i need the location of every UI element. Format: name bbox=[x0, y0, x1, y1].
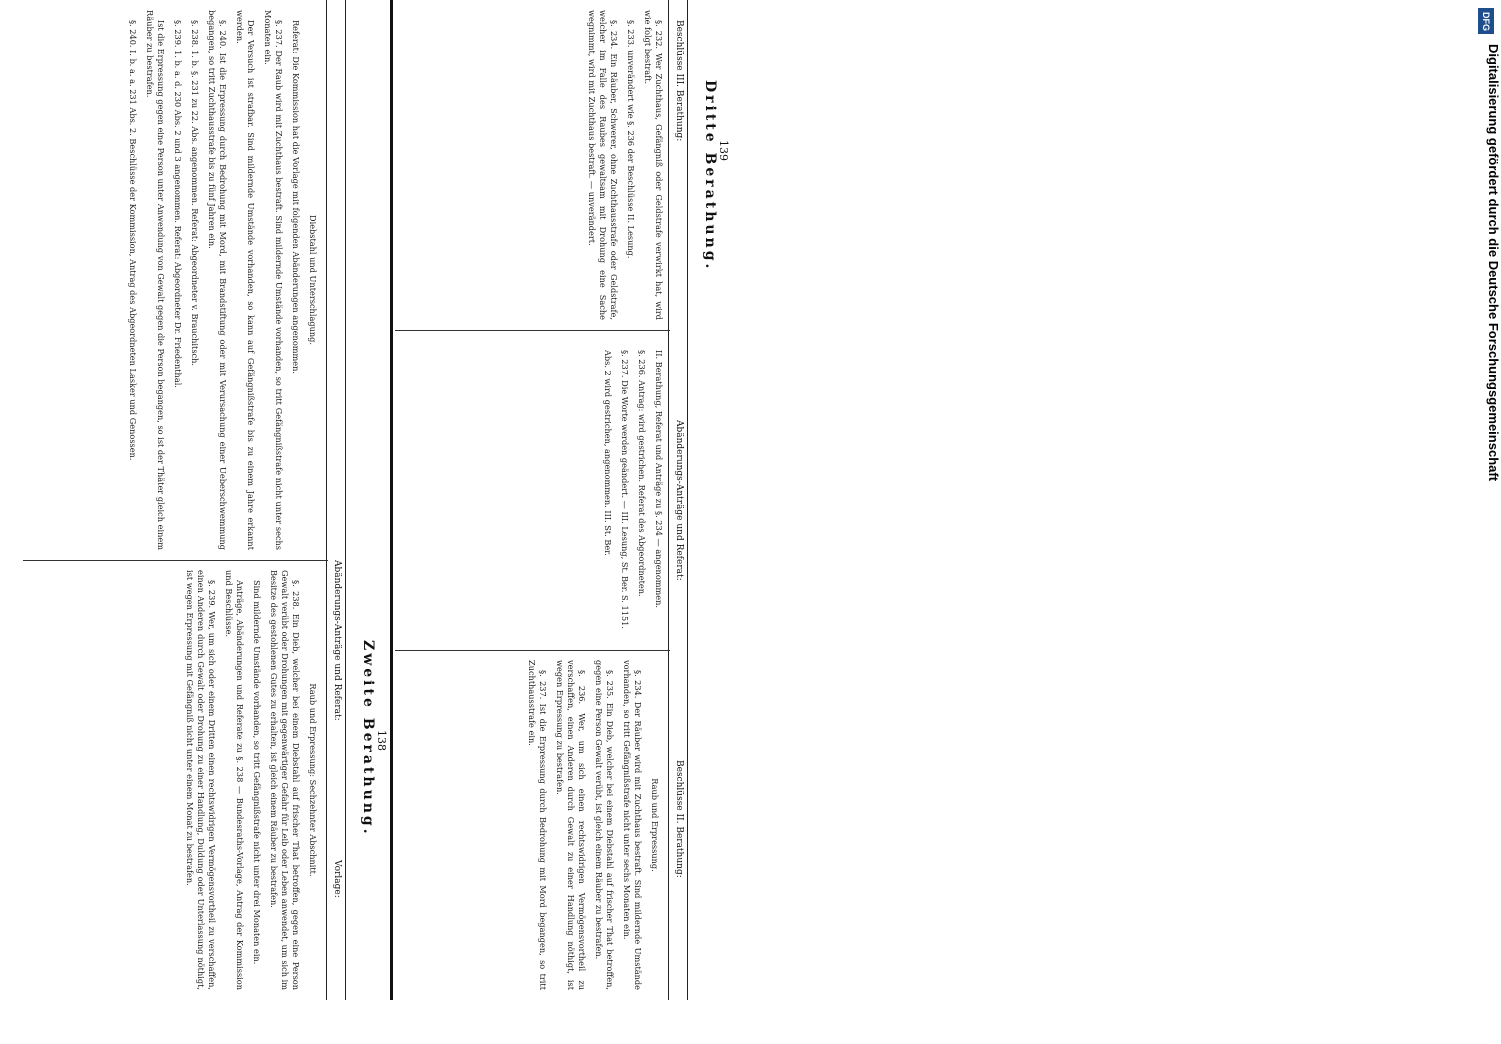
right-beschluss: §. 232. Wer Zuchthaus, Gefängniß oder Geldstrafe verwirkt hat, wird wie folgt bestraft. bbox=[643, 10, 664, 320]
right-referat-column bbox=[396, 340, 664, 640]
left-header-referat: Abänderungs-Anträge und Referat: bbox=[332, 560, 342, 721]
left-header-vorlage: Vorlage: bbox=[332, 860, 342, 898]
left-column-rule bbox=[23, 560, 328, 561]
left-subheading: Diebstahl und Unterschlagung. bbox=[308, 215, 318, 345]
right-header-beschluesse-ii: Beschlüsse II. Berathung: bbox=[674, 760, 684, 878]
right-referat: II. Berathung, Referat und Anträge zu §. 234 — angenommen. bbox=[654, 350, 664, 609]
right-beschluesse-ii-column bbox=[396, 660, 664, 990]
right-header-referat: Abänderungs-Anträge und Referat: bbox=[674, 420, 684, 581]
right-beschluss: §. 234. Ein Räuber, Schwerer, ohne Zuchthausstrafe oder Geldstrafe, welcher im Falle des Raubes gewaltsam mit Drohung eine Sache wegnimmt, wird mit Zuchthaus bestraft. — unverändert. bbox=[587, 10, 619, 320]
right-subheading: Raub und Erpressung. bbox=[650, 778, 660, 872]
right-paragraph: §. 235. Ein Dieb, welcher bei einem Diebstahl auf frischer That betroffen, gegen eine Person Gewalt verübt, ist gleich einem Räuber zu bestrafen. bbox=[594, 660, 615, 990]
left-paragraph: Der Versuch ist strafbar. Sind mildernde Umstände vorhanden, so kann auf Gefängnißstrafe bis zu einem Jahre erkannt werden. bbox=[235, 10, 256, 550]
right-column-header-row bbox=[668, 0, 688, 1000]
right-page-title: Dritte Berathung. bbox=[702, 80, 718, 272]
right-paragraph: §. 237. Ist die Erpressung durch Bedrohung mit Mord begangen, so tritt Zuchthausstrafe ein. bbox=[527, 660, 548, 990]
left-referat: §. 240. I. b. a. a. 231 Abs. 2. Beschlüsse der Kommission, Antrag des Abgeordneten Lasker und Genossen. bbox=[128, 20, 138, 461]
dfg-logo: DFG bbox=[1478, 8, 1494, 34]
right-page-number: 139 bbox=[717, 140, 730, 161]
left-referat: Referat: Die Kommission hat die Vorlage mit folgenden Abänderungen angenommen. bbox=[291, 20, 301, 374]
left-paragraph: §. 239. Wer, um sich oder einem Dritten einen rechtswidrigen Vermögensvortheil zu verschaffen, einen Anderen durch Gewalt oder Drohung zu einer Handlung, Duldung oder Unterlassung nöthigt, ist wegen Erpressung mit Gefängniß nicht unter einem Monat zu bestrafen. bbox=[185, 570, 217, 990]
left-paragraph: Anträge, Abänderungen und Referate zu §. 238 — Bundesraths-Vorlage, Antrag der Kommission und Beschlüsse. bbox=[224, 570, 245, 990]
right-paragraph: §. 234. Der Räuber wird mit Zuchthaus bestraft. Sind mildernde Umstände vorhanden, so tritt Gefängnißstrafe nicht unter sechs Monaten ein. bbox=[622, 660, 643, 990]
left-referat: §. 239. 1. b. a. d. 230 Abs. 2 und 3 angenommen. Referat: Abgeordneter Dr. Friedenthal. bbox=[173, 20, 183, 388]
right-header-beschluesse-iii: Beschlüsse III. Berathung: bbox=[674, 20, 684, 142]
left-referat-column bbox=[22, 10, 322, 550]
right-column-rule-2 bbox=[395, 330, 670, 331]
left-section-title: Raub und Erpressung: Sechzehnter Abschnitt. bbox=[308, 683, 318, 877]
right-paragraph: §. 236. Wer, um sich einen rechtswidrigen Vermögensvortheil zu verschaffen, einen Anderen durch Gewalt zu einer Handlung nöthigt, ist wegen Erpressung zu bestrafen. bbox=[555, 660, 587, 990]
right-page bbox=[392, 0, 732, 1000]
left-page-title: Zweite Berathung. bbox=[360, 640, 376, 837]
right-referat: Abs. 2 wird gestrichen, angenommen. III. St. Ber. bbox=[603, 350, 613, 556]
left-referat: §. 238. 1. b. §. 231 zu 22. Abs. angenommen. Referat: Abgeordneter v. Brauchitsch. bbox=[190, 20, 200, 366]
right-beschluesse-iii-column bbox=[396, 10, 664, 320]
left-vorlage-column bbox=[22, 570, 322, 990]
left-paragraph: Ist die Erpressung gegen eine Person unter Anwendung von Gewalt gegen die Person begangen, so ist der Thäter gleich einem Räuber zu bestrafen. bbox=[145, 10, 166, 550]
left-column-header-row bbox=[326, 0, 346, 1000]
dfg-funding-text: Digitalisierung gefördert durch die Deutsche Forschungsgemeinschaft bbox=[1486, 44, 1501, 482]
left-referat: §. 237. Der Raub wird mit Zuchthaus bestraft. Sind mildernde Umstände vorhanden, so tritt Gefängnißstrafe nicht unter sechs Monaten ein. bbox=[263, 10, 284, 550]
left-paragraph: §. 238. Ein Dieb, welcher bei einem Diebstahl auf frischer That betroffen, gegen eine Person Gewalt verübt oder Drohungen mit gegenwärtiger Gefahr für Leib oder Leben anwendet, um sich im Besitze des gestohlenen Gutes zu erhalten, ist gleich einem Räuber zu bestrafen. bbox=[269, 570, 301, 990]
right-column-rule-1 bbox=[395, 650, 670, 651]
right-referat: §. 236. Antrag: wird gestrichen. Referat des Abgeordneten. bbox=[637, 350, 647, 597]
right-referat: §. 237. Die Worte werden geändert. — III. Lesung, St. Ber. S. 1151. bbox=[620, 350, 630, 629]
left-page bbox=[20, 0, 390, 1000]
dfg-banner bbox=[733, 0, 1501, 1000]
left-paragraph: §. 240. Ist die Erpressung durch Bedrohung mit Mord, mit Brandstiftung oder mit Verursachung einer Ueberschwemmung begangen, so tritt Zuchthausstrafe bis zu fünf Jahren ein. bbox=[207, 10, 228, 550]
left-paragraph: Sind mildernde Umstände vorhanden, so tritt Gefängnißstrafe nicht unter drei Monaten ein. bbox=[252, 580, 262, 965]
right-beschluss: §. 233. unverändert wie §. 236 der Beschlüsse II. Lesung. bbox=[626, 20, 636, 259]
left-page-number: 138 bbox=[375, 730, 388, 751]
